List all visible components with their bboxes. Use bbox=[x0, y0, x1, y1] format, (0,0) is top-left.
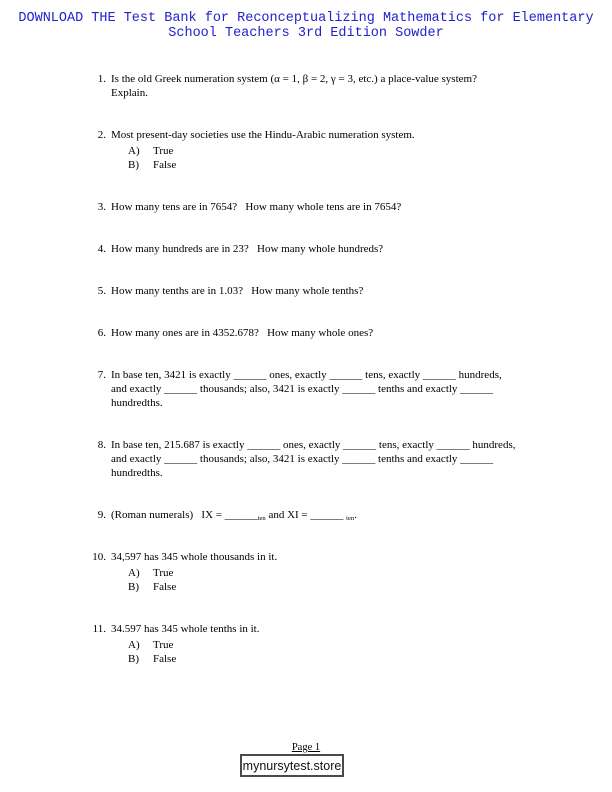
answer-options bbox=[128, 566, 277, 594]
question-number: 8. bbox=[97, 439, 106, 451]
question-text-segment: and XI = ______ bbox=[265, 509, 347, 521]
answer-options bbox=[128, 144, 415, 172]
option-label: B) bbox=[128, 581, 139, 593]
download-title-link[interactable] bbox=[0, 0, 612, 41]
answer-option bbox=[128, 638, 260, 652]
question-number: 1. bbox=[97, 73, 106, 85]
option-text: True bbox=[153, 639, 174, 651]
download-title-line2: School Teachers 3rd Edition Sowder bbox=[168, 26, 444, 41]
question-number: 11. bbox=[92, 623, 106, 635]
option-text: False bbox=[153, 159, 177, 171]
question-text-line: Is the old Greek numeration system (α = 1, β = 2, γ = 3, etc.) a place-value system? bbox=[111, 73, 477, 85]
question-item bbox=[84, 284, 612, 298]
question-item bbox=[84, 72, 612, 100]
site-link-label: mynursytest.store bbox=[242, 758, 342, 773]
option-label: B) bbox=[128, 159, 139, 171]
answer-option bbox=[128, 580, 277, 594]
question-body bbox=[111, 622, 260, 666]
question-number: 6. bbox=[97, 327, 106, 339]
option-label: A) bbox=[128, 639, 140, 651]
question-body bbox=[111, 242, 383, 256]
question-body bbox=[111, 326, 373, 340]
question-item bbox=[84, 128, 612, 172]
answer-option bbox=[128, 144, 415, 158]
site-link[interactable] bbox=[240, 754, 344, 777]
answer-option bbox=[128, 158, 415, 172]
question-item bbox=[84, 622, 612, 666]
question-body bbox=[111, 508, 357, 522]
question-number: 2. bbox=[97, 129, 106, 141]
question-body bbox=[111, 128, 415, 172]
subscript-text: ten bbox=[346, 515, 355, 522]
question-text-line bbox=[111, 508, 357, 522]
option-label: A) bbox=[128, 567, 140, 579]
question-text-line: How many tenths are in 1.03? How many whole tenths? bbox=[111, 285, 364, 297]
answer-options bbox=[128, 638, 260, 666]
question-text-segment: (Roman numerals) IX = ______ bbox=[111, 509, 258, 521]
question-number: 4. bbox=[97, 243, 106, 255]
question-item bbox=[84, 200, 612, 214]
question-text-line: hundredths. bbox=[111, 397, 163, 409]
page-number-label: Page 1 bbox=[291, 742, 321, 753]
download-title-line1: DOWNLOAD THE Test Bank for Reconceptualizing Mathematics for Elementary bbox=[18, 11, 594, 26]
question-text-line: and exactly ______ thousands; also, 3421 is exactly ______ tenths and exactly ______ bbox=[111, 453, 494, 465]
option-label: A) bbox=[128, 145, 140, 157]
question-text-line: 34,597 has 345 whole thousands in it. bbox=[111, 551, 278, 563]
question-item bbox=[84, 438, 612, 480]
question-item bbox=[84, 508, 612, 522]
question-number: 9. bbox=[97, 509, 106, 521]
answer-option bbox=[128, 652, 260, 666]
question-item bbox=[84, 242, 612, 256]
question-text-line: How many hundreds are in 23? How many whole hundreds? bbox=[111, 243, 384, 255]
question-text-line: 34.597 has 345 whole tenths in it. bbox=[111, 623, 260, 635]
option-text: False bbox=[153, 581, 177, 593]
option-label: B) bbox=[128, 653, 139, 665]
question-text-segment: . bbox=[354, 509, 357, 521]
question-item bbox=[84, 368, 612, 410]
question-number: 7. bbox=[97, 369, 106, 381]
question-body bbox=[111, 438, 515, 480]
question-body bbox=[111, 368, 502, 410]
question-text-line: How many ones are in 4352.678? How many whole ones? bbox=[111, 327, 374, 339]
question-body bbox=[111, 200, 401, 214]
question-list bbox=[0, 72, 612, 666]
question-text-line: How many tens are in 7654? How many whole tens are in 7654? bbox=[111, 201, 402, 213]
question-number: 5. bbox=[97, 285, 106, 297]
question-body bbox=[111, 550, 277, 594]
question-item bbox=[84, 550, 612, 594]
option-text: True bbox=[153, 567, 174, 579]
question-text-line: and exactly ______ thousands; also, 3421 is exactly ______ tenths and exactly ______ bbox=[111, 383, 494, 395]
answer-option bbox=[128, 566, 277, 580]
option-text: False bbox=[153, 653, 177, 665]
question-item bbox=[84, 326, 612, 340]
subscript-text: ten bbox=[257, 515, 266, 522]
question-text-line: In base ten, 3421 is exactly ______ ones, exactly ______ tens, exactly ______ hundreds, bbox=[111, 369, 502, 381]
question-text-line: In base ten, 215.687 is exactly ______ ones, exactly ______ tens, exactly ______ hundreds, bbox=[111, 439, 516, 451]
question-number: 3. bbox=[97, 201, 106, 213]
question-number: 10. bbox=[92, 551, 106, 563]
option-text: True bbox=[153, 145, 174, 157]
question-body bbox=[111, 72, 477, 100]
question-body bbox=[111, 284, 363, 298]
question-text-line: hundredths. bbox=[111, 467, 163, 479]
question-text-line: Most present-day societies use the Hindu-Arabic numeration system. bbox=[111, 129, 415, 141]
question-text-line: Explain. bbox=[111, 87, 148, 99]
